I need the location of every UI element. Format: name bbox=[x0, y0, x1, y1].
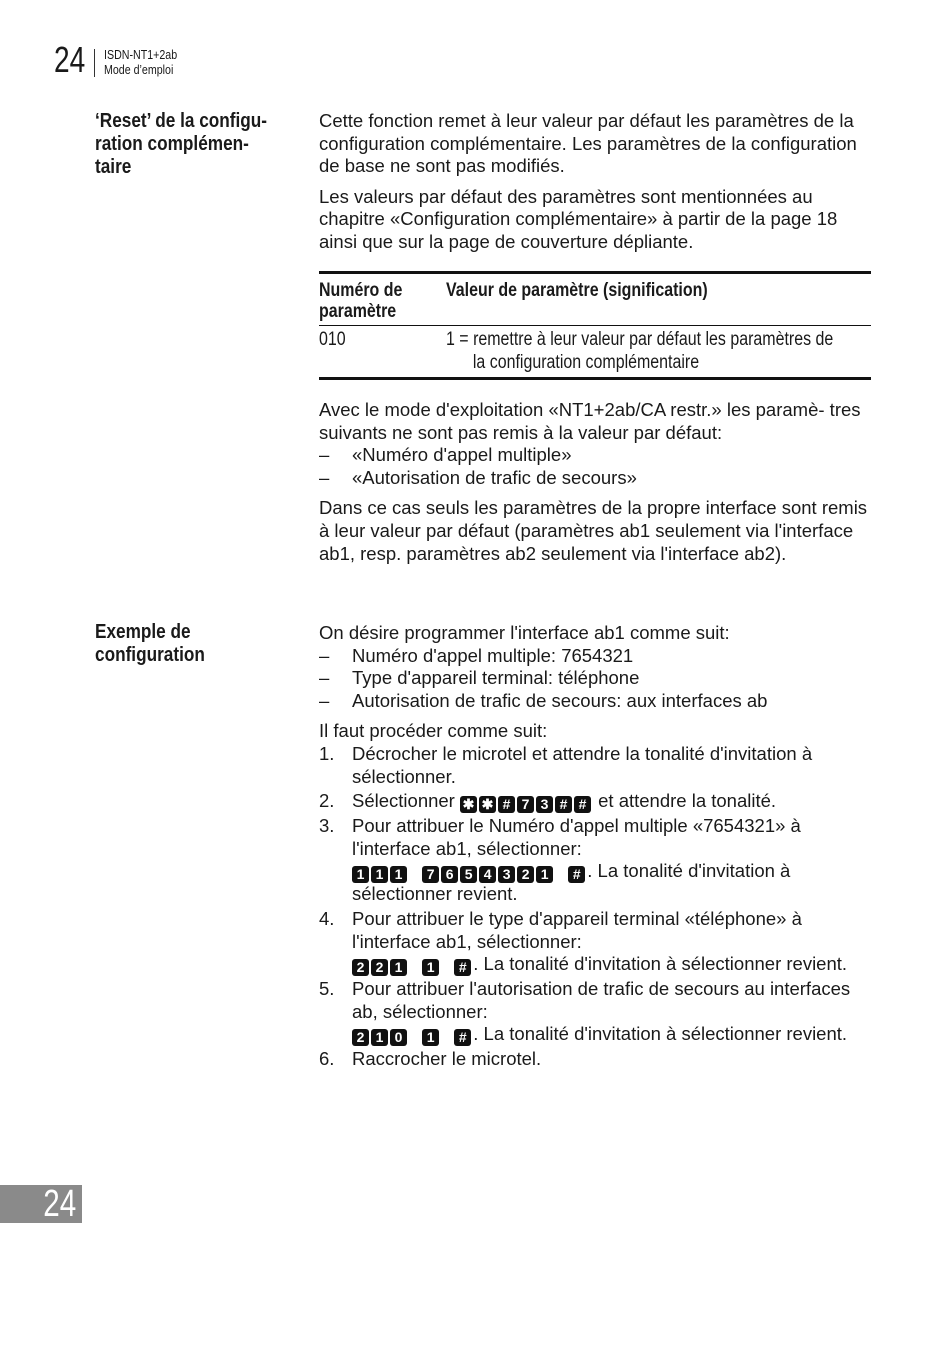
keypad-key-icon: 1 bbox=[371, 1029, 388, 1046]
keypad-key-icon: 4 bbox=[479, 866, 496, 883]
section-title-example: Exemple de configuration bbox=[95, 621, 205, 666]
keypad-sequence bbox=[422, 1023, 441, 1044]
keypad-key-icon: # bbox=[454, 1029, 471, 1046]
keypad-key-icon: 3 bbox=[536, 796, 553, 813]
keypad-sequence bbox=[352, 1023, 409, 1044]
paragraph: Dans ce cas seuls les paramètres de la propre interface sont remis à leur valeur par défaut (paramètres ab1 seulement via l'interface ab1, resp. paramètres ab2 seulement via l'interface ab2). bbox=[319, 497, 868, 564]
keypad-key-icon: 6 bbox=[441, 866, 458, 883]
keypad-key-icon: # bbox=[555, 796, 572, 813]
list-item: – Type d'appareil terminal: téléphone bbox=[319, 667, 871, 690]
running-header bbox=[104, 47, 177, 77]
keypad-key-icon: 1 bbox=[422, 959, 439, 976]
list-item: – «Autorisation de trafic de secours» bbox=[319, 467, 871, 490]
keypad-key-icon: # bbox=[454, 959, 471, 976]
keypad-key-icon: 7 bbox=[517, 796, 534, 813]
keypad-key-icon: 5 bbox=[460, 866, 477, 883]
keypad-sequence bbox=[454, 953, 473, 974]
step-1: 1. Décrocher le microtel et attendre la tonalité d'invitation à sélectionner. bbox=[319, 742, 813, 787]
keypad-key-icon: 2 bbox=[352, 959, 369, 976]
keypad-sequence bbox=[422, 860, 555, 881]
keypad-key-icon: 2 bbox=[352, 1029, 369, 1046]
keypad-key-icon: # bbox=[568, 866, 585, 883]
product-name: ISDN-NT1+2ab bbox=[104, 47, 178, 62]
keypad-sequence bbox=[352, 953, 409, 974]
keypad-key-icon: 1 bbox=[371, 866, 388, 883]
keypad-key-icon: 1 bbox=[422, 1029, 439, 1046]
keypad-sequence bbox=[460, 790, 593, 811]
keypad-sequence bbox=[422, 953, 441, 974]
keypad-key-icon: 1 bbox=[352, 866, 369, 883]
paragraph: Avec le mode d'exploitation «NT1+2ab/CA restr.» les paramè- tres suivants ne sont pas remis à la valeur par défaut: bbox=[319, 399, 861, 443]
list-item: – Numéro d'appel multiple: 7654321 bbox=[319, 645, 871, 668]
step-2: 2. Sélectionner ✱ ✱ # 7 3 # # et attendre la tonalité. bbox=[319, 790, 777, 813]
keypad-key-icon: 2 bbox=[517, 866, 534, 883]
step-5: 5. Pour attribuer l'autorisation de trafic de secours au interfaces ab, sélectionner: 2 1 0 1 # . La tonalité d'invitation à sélectionner revient. bbox=[319, 978, 851, 1046]
keypad-key-icon: 1 bbox=[390, 959, 407, 976]
list-item: – «Numéro d'appel multiple» bbox=[319, 444, 871, 467]
keypad-key-icon: 1 bbox=[536, 866, 553, 883]
keypad-key-icon: # bbox=[574, 796, 591, 813]
header-divider bbox=[94, 49, 95, 77]
column-header-value: Valeur de paramètre (signification) bbox=[446, 280, 708, 301]
document-type: Mode d’emploi bbox=[104, 62, 174, 77]
keypad-key-icon: ✱ bbox=[460, 796, 477, 813]
paragraph: Il faut procéder comme suit: bbox=[319, 720, 548, 742]
keypad-key-icon: 3 bbox=[498, 866, 515, 883]
parameter-table bbox=[319, 271, 871, 380]
column-header-number: Numéro de paramètre bbox=[319, 280, 403, 322]
keypad-key-icon: 7 bbox=[422, 866, 439, 883]
keypad-key-icon: 2 bbox=[371, 959, 388, 976]
keypad-key-icon: # bbox=[498, 796, 515, 813]
section-title-reset: ‘Reset’ de la configu- ration complémen- taire bbox=[95, 110, 268, 178]
paragraph: Les valeurs par défaut des paramètres sont mentionnées au chapitre «Configuration complémentaire» à partir de la page 18 ainsi que sur la page de couverture dépliante. bbox=[319, 185, 838, 252]
keypad-key-icon: ✱ bbox=[479, 796, 496, 813]
keypad-key-icon: 0 bbox=[390, 1029, 407, 1046]
step-4: 4. Pour attribuer le type d'appareil terminal «téléphone» à l'interface ab1, sélectionner: 2 2 1 1 # . La tonalité d'invitation à sélectionner revient. bbox=[319, 907, 848, 976]
footer-page-number: 24 bbox=[43, 1183, 76, 1225]
cell-number: 010 bbox=[319, 329, 346, 350]
list-item: – Autorisation de trafic de secours: aux interfaces ab bbox=[319, 690, 871, 713]
section-reset-notes bbox=[319, 399, 871, 565]
step-3: 3. Pour attribuer le Numéro d'appel multiple «7654321» à l'interface ab1, sélectionner: 1 1 1 7 6 5 4 3 2 1 # . La tonalité d'invitation à sélectionner revient. bbox=[319, 815, 801, 905]
step-6: 6. Raccrocher le microtel. bbox=[319, 1048, 542, 1070]
keypad-sequence bbox=[568, 860, 587, 881]
keypad-sequence bbox=[454, 1023, 473, 1044]
section-example bbox=[319, 622, 871, 1073]
table-header-row bbox=[319, 274, 871, 326]
section-reset-intro bbox=[319, 110, 871, 262]
paragraph: On désire programmer l'interface ab1 comme suit: bbox=[319, 622, 730, 643]
keypad-key-icon: 1 bbox=[390, 866, 407, 883]
paragraph: Cette fonction remet à leur valeur par défaut les paramètres de la configuration complémentaire. Les paramètres de la configuration de base ne sont pas modifiés. bbox=[319, 110, 857, 177]
page-number: 24 bbox=[54, 39, 86, 80]
table-row bbox=[319, 326, 871, 377]
keypad-sequence bbox=[352, 860, 409, 881]
cell-value: 1 = remettre à leur valeur par défaut les paramètres de la configuration complémentaire bbox=[446, 329, 834, 373]
footer-page-tab bbox=[0, 1185, 82, 1223]
